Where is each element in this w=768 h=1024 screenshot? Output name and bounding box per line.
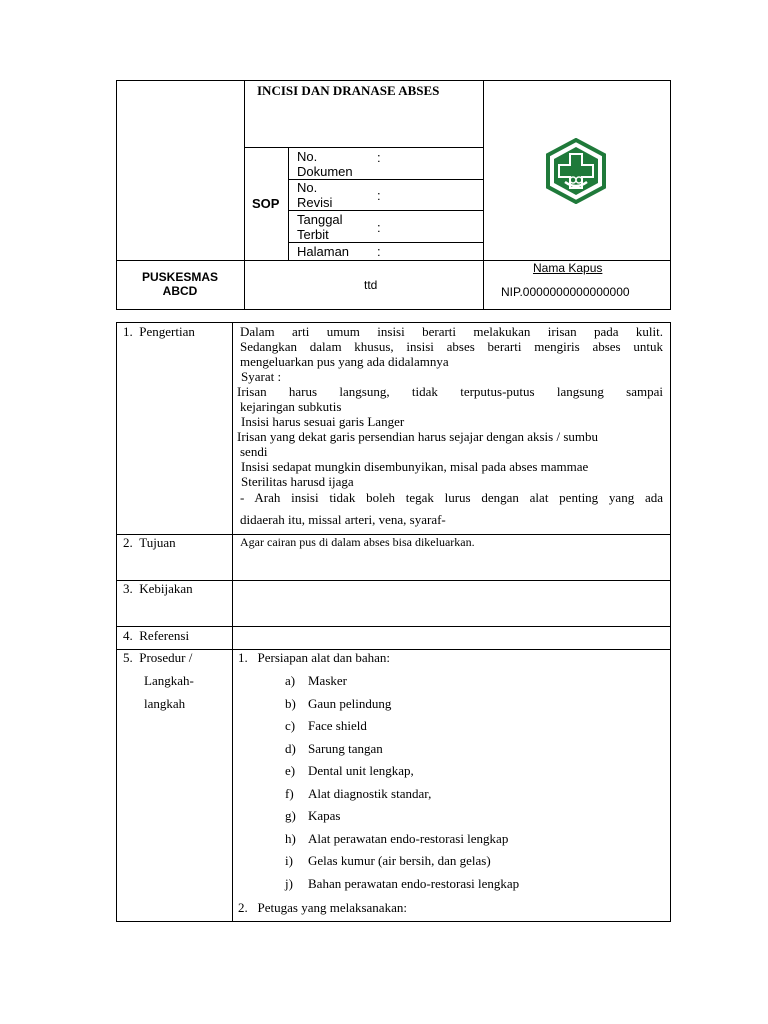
prosedur-step-1: 1. Persiapan alat dan bahan: (238, 650, 390, 665)
tujuan-text: Agar cairan pus di dalam abses bisa dikeluarkan. (240, 535, 475, 549)
field-no-dokumen-label-2: Dokumen (297, 164, 353, 179)
signature: ttd (364, 278, 378, 292)
field-no-dokumen-label: No. (297, 149, 318, 164)
field-tanggal-terbit-colon: : (377, 220, 381, 235)
equipment-item: Kapas (308, 808, 341, 823)
field-no-dokumen-colon: : (377, 150, 381, 165)
equipment-item: Sarung tangan (308, 741, 383, 756)
pengertian-line: - Arah insisi tidak boleh tegak lurus dengan alat penting yang ada (240, 490, 663, 505)
sop-label: SOP (252, 196, 280, 211)
pengertian-line: kejaringan subkutis (240, 399, 342, 414)
pengertian-line: Irisan yang dekat garis persendian harus sejajar dengan aksis / sumbu (237, 429, 599, 444)
equipment-letter: a) (285, 673, 296, 688)
equipment-item: Face shield (308, 718, 367, 733)
pengertian-line: mengeluarkan pus yang ada didalamnya (240, 354, 449, 369)
pengertian-line: Sterilitas harusd ijaga (241, 474, 354, 489)
pengertian-line: Irisan harus langsung, tidak terputus-putus langsung sampai (237, 384, 663, 399)
pengertian-line: Syarat : (241, 369, 282, 384)
equipment-letter: d) (285, 741, 296, 756)
equipment-item: Alat perawatan endo-restorasi lengkap (308, 831, 509, 846)
field-tanggal-terbit-label: Tanggal (297, 212, 343, 227)
referensi-label: 4. Referensi (123, 628, 190, 643)
equipment-letter: i) (285, 853, 293, 868)
field-no-revisi-label-2: Revisi (297, 195, 333, 210)
equipment-item: Gaun pelindung (308, 696, 392, 711)
field-tanggal-terbit-label-2: Terbit (297, 227, 329, 242)
pengertian-line: Insisi sedapat mungkin disembunyikan, misal pada abses mammae (241, 459, 589, 474)
document-title: INCISI DAN DRANASE ABSES (257, 83, 440, 98)
prosedur-label-3: langkah (144, 696, 186, 711)
equipment-letter: c) (285, 718, 296, 733)
field-halaman-label: Halaman (297, 244, 350, 259)
field-no-revisi-label: No. (297, 180, 318, 195)
field-halaman-colon: : (377, 244, 381, 259)
prosedur-label-2: Langkah- (144, 673, 194, 688)
equipment-letter: f) (285, 786, 294, 801)
organization-name (116, 270, 244, 298)
puskesmas-logo-icon (543, 138, 609, 204)
organization-line-2: ABCD (162, 284, 198, 298)
pengertian-line: Insisi harus sesuai garis Langer (241, 414, 405, 429)
equipment-item: Alat diagnostik standar, (308, 786, 432, 801)
head-nip: NIP.0000000000000000 (501, 285, 630, 299)
field-no-revisi-colon: : (377, 188, 381, 203)
equipment-item: Masker (308, 673, 347, 688)
equipment-letter: e) (285, 763, 296, 778)
pengertian-line: didaerah itu, missal arteri, vena, syaraf- (240, 512, 446, 527)
equipment-letter: j) (285, 876, 293, 891)
prosedur-step-2: 2. Petugas yang melaksanakan: (238, 900, 407, 915)
prosedur-label: 5. Prosedur / (123, 650, 193, 665)
equipment-item: Dental unit lengkap, (308, 763, 414, 778)
pengertian-label: 1. Pengertian (123, 324, 195, 339)
equipment-letter: g) (285, 808, 296, 823)
pengertian-line: Sedangkan dalam khusus, insisi abses berarti mengiris abses untuk (240, 339, 663, 354)
equipment-letter: b) (285, 696, 296, 711)
organization-line-1: PUSKESMAS (141, 270, 218, 284)
equipment-item: Gelas kumur (air bersih, dan gelas) (308, 853, 491, 868)
pengertian-line: Dalam arti umum insisi berarti melakukan irisan pada kulit. (240, 324, 663, 339)
equipment-letter: h) (285, 831, 296, 846)
pengertian-line: sendi (240, 444, 268, 459)
equipment-item: Bahan perawatan endo-restorasi lengkap (308, 876, 520, 891)
head-name: Nama Kapus (533, 261, 603, 275)
tujuan-label: 2. Tujuan (123, 535, 176, 550)
kebijakan-label: 3. Kebijakan (123, 581, 193, 596)
